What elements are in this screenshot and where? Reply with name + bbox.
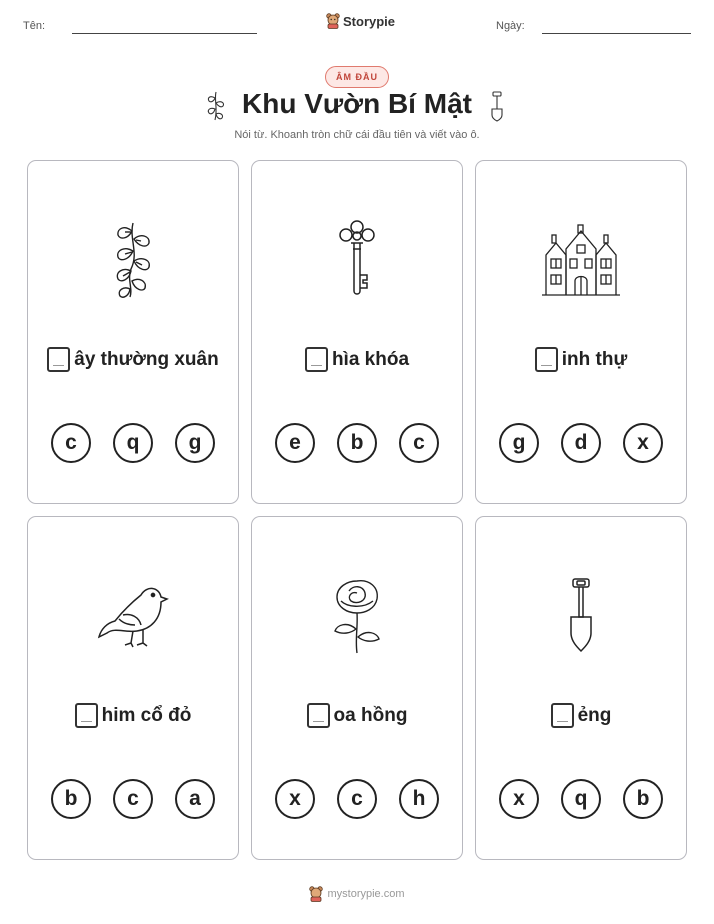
shovel-decoration-icon (488, 90, 506, 122)
letter-choice[interactable]: d (561, 423, 601, 463)
answer-box[interactable] (535, 347, 558, 372)
answer-box[interactable] (47, 347, 70, 372)
worksheet-card (475, 160, 687, 504)
category-badge: ÂM ĐẦU (325, 66, 389, 88)
letter-choice[interactable]: c (399, 423, 439, 463)
brand-name: Storypie (343, 13, 396, 29)
word-text: ây thường xuân (74, 348, 219, 370)
bear-logo-icon (326, 13, 340, 29)
letter-choice[interactable]: g (499, 423, 539, 463)
worksheet-card (475, 516, 687, 860)
worksheet-card (251, 160, 463, 504)
letter-choice[interactable]: x (275, 779, 315, 819)
letter-choice[interactable]: g (175, 423, 215, 463)
footer (0, 886, 714, 902)
robin-bird-icon (93, 575, 173, 655)
letter-choice[interactable]: x (623, 423, 663, 463)
date-label: Ngày: (496, 20, 525, 32)
instructions: Nói từ. Khoanh tròn chữ cái đầu tiên và viết vào ô. (234, 129, 480, 141)
letter-choice[interactable]: h (399, 779, 439, 819)
answer-box[interactable] (305, 347, 328, 372)
ivy-vine-icon (103, 219, 163, 299)
worksheet-card (251, 516, 463, 860)
spade-shovel-icon (561, 575, 601, 655)
letter-choice[interactable]: b (51, 779, 91, 819)
mansion-icon (538, 219, 624, 299)
letter-choice[interactable]: x (499, 779, 539, 819)
word-text: ẻng (577, 704, 612, 726)
storypie-logo (326, 13, 395, 29)
word-text: him cổ đỏ (101, 704, 192, 726)
letter-choice[interactable]: c (337, 779, 377, 819)
page-title: Khu Vườn Bí Mật (242, 88, 472, 119)
bear-logo-icon (309, 886, 323, 902)
letter-choice[interactable]: a (175, 779, 215, 819)
answer-box[interactable] (75, 703, 98, 728)
answer-box[interactable] (551, 703, 574, 728)
rose-icon (327, 575, 387, 655)
letter-choice[interactable]: q (113, 423, 153, 463)
word-text: inh thự (561, 348, 628, 370)
worksheet-card (27, 160, 239, 504)
letter-choice[interactable]: b (337, 423, 377, 463)
footer-url[interactable]: mystorypie.com (327, 888, 405, 900)
word-text: hìa khóa (331, 348, 410, 370)
letter-choice[interactable]: b (623, 779, 663, 819)
answer-box[interactable] (307, 703, 330, 728)
letter-choice[interactable]: c (51, 423, 91, 463)
date-line[interactable] (542, 33, 691, 34)
skeleton-key-icon (337, 219, 377, 299)
letter-choice[interactable]: c (113, 779, 153, 819)
name-label: Tên: (23, 20, 46, 32)
name-line[interactable] (72, 33, 257, 34)
worksheet-card (27, 516, 239, 860)
letter-choice[interactable]: e (275, 423, 315, 463)
word-text: oa hồng (333, 704, 408, 726)
letter-choice[interactable]: q (561, 779, 601, 819)
